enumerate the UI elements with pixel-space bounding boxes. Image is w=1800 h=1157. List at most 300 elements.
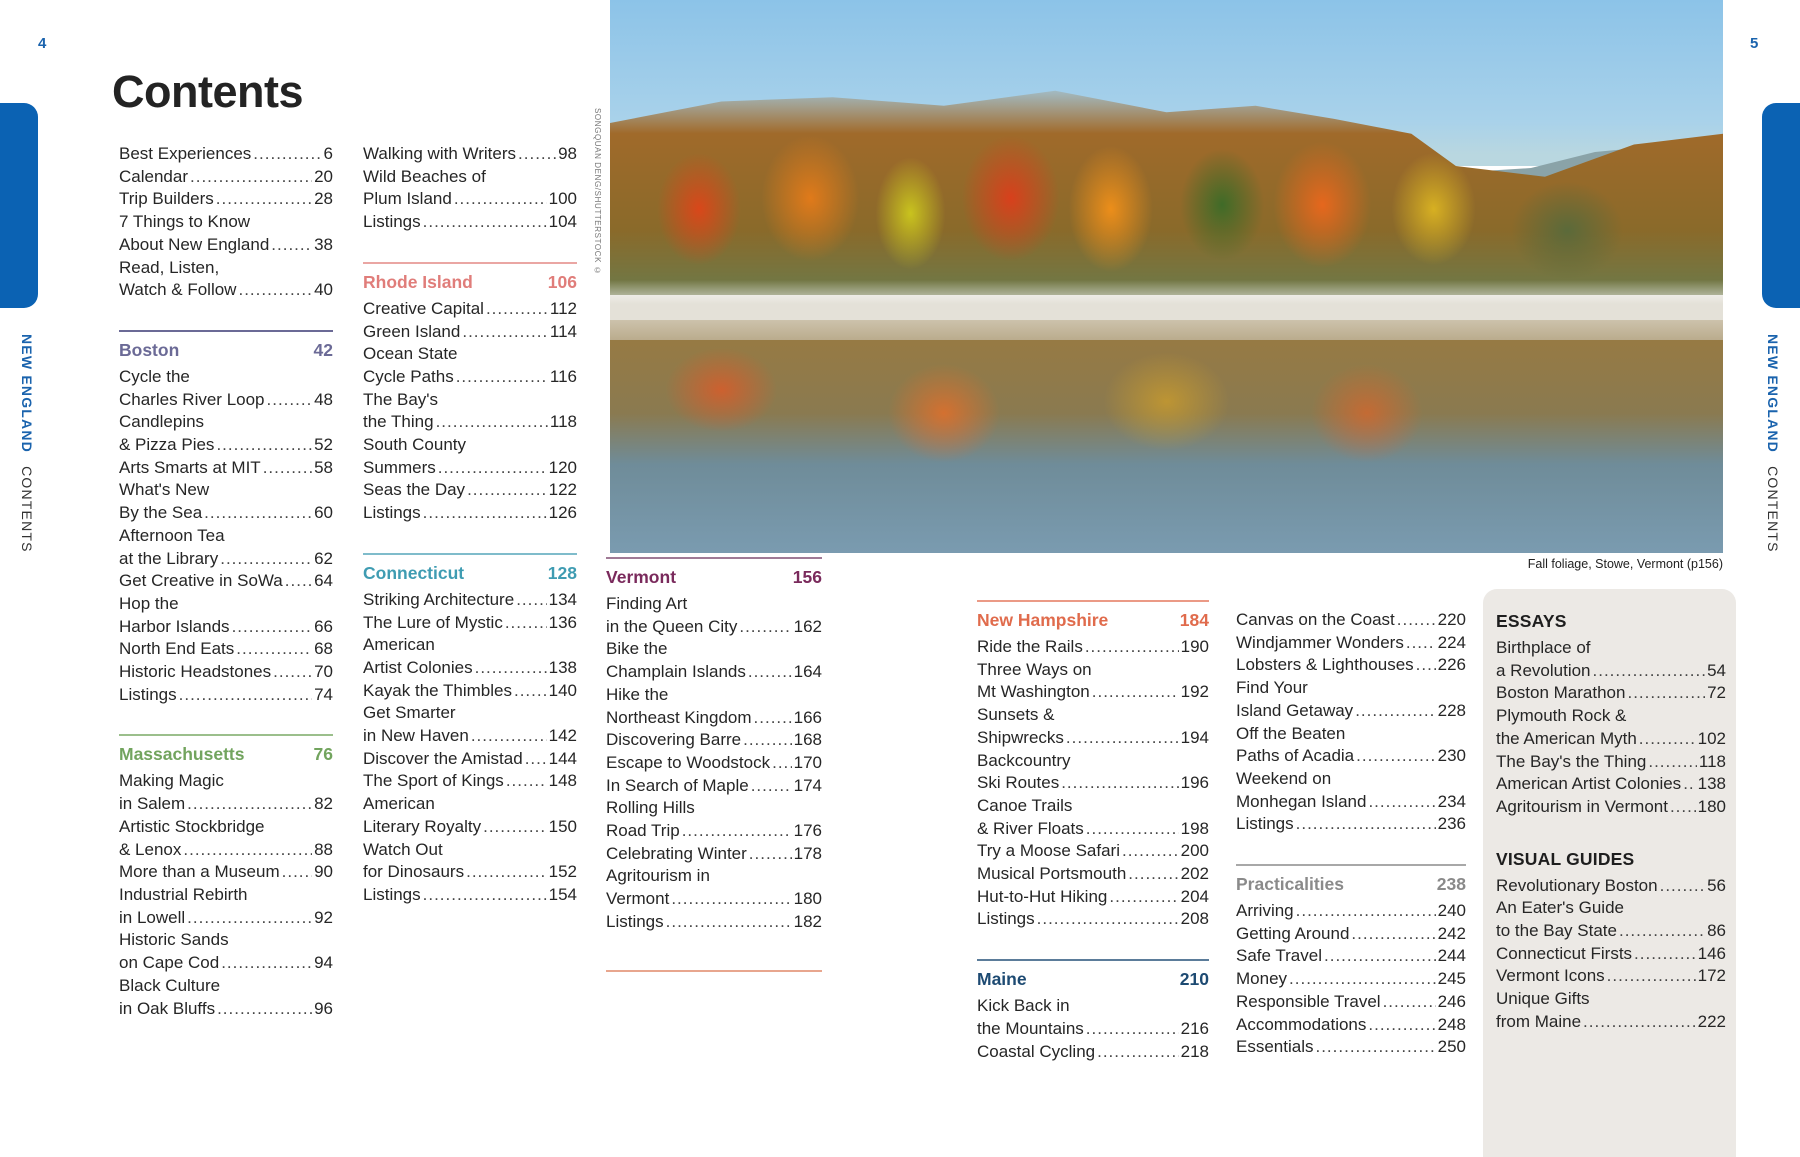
toc-entry-title: Find Your [1236,678,1308,698]
toc-entry[interactable] [1236,813,1466,836]
toc-entry-title: Green Island [363,321,461,341]
toc-entry-title: An Eater's Guide [1496,898,1624,918]
toc-entry[interactable] [1496,875,1726,898]
toc-entry-title: Arriving [1236,901,1294,921]
toc-entry-title: Coastal Cycling [977,1041,1096,1061]
toc-entry-title: Canvas on the Coast [1236,610,1395,629]
leader-dots [456,366,548,389]
section-heading-vermont[interactable] [606,565,822,589]
toc-entry[interactable] [363,657,577,680]
toc-entry[interactable] [119,861,333,884]
leader-dots [1406,632,1436,655]
toc-entry-page: 196 [1180,773,1209,793]
toc-entry[interactable] [606,820,822,843]
toc-entry[interactable] [606,888,822,911]
toc-entry-page: 144 [548,748,577,768]
toc-entry-title: Off the Beaten [1236,723,1346,743]
toc-entry-page: 202 [1180,864,1209,884]
section-practicalities [1236,864,1466,1059]
toc-entry[interactable] [119,234,333,257]
toc-entry [977,659,1209,682]
leader-dots [1315,1036,1435,1059]
toc-entry-page: 142 [548,726,577,746]
leader-dots [217,998,312,1021]
toc-entry-title: Money [1236,969,1288,989]
toc-entry[interactable] [119,502,333,525]
toc-entry [119,816,333,839]
section-page: 156 [792,567,822,587]
toc-entry[interactable] [977,908,1209,931]
toc-entry-page: 62 [314,548,333,568]
section-massachusetts [119,734,333,1020]
page-title: Contents [112,66,303,117]
toc-entry-title: Listings [363,884,421,904]
toc-entry-page: 6 [323,144,333,163]
section-page: 42 [313,339,333,360]
toc-entry-title: Island Getaway [1236,700,1354,720]
toc-entry-title: Creative Capital [363,298,484,318]
toc-entry-page: 112 [549,298,577,318]
section-heading-practicalities[interactable] [1236,872,1466,896]
toc-entry [977,795,1209,818]
toc-entry [363,166,577,189]
side-label-section: CONTENTS [1765,466,1781,553]
toc-entry [1496,897,1726,920]
photo-foliage [610,80,1723,295]
toc-entry-title: Calendar [119,166,188,186]
toc-entry-title: Birthplace of [1496,638,1591,657]
toc-entry[interactable] [977,886,1209,909]
leader-dots [1670,796,1696,819]
section-divider [977,600,1209,602]
toc-entry[interactable] [606,775,822,798]
toc-entry-title: Finding Art [606,594,688,613]
toc-entry-page: 66 [314,616,333,636]
leader-dots [475,657,547,680]
toc-entry-page: 166 [793,707,822,727]
toc-entry-title: Weekend on [1236,768,1332,788]
toc-entry[interactable] [119,548,333,571]
leader-dots [454,188,547,211]
maine-list [977,995,1209,1063]
toc-entry-title: Listings [119,684,177,704]
leader-dots [1324,945,1436,968]
toc-entry-title: Wild Beaches of [363,166,486,186]
toc-entry[interactable] [606,729,822,752]
toc-entry-page: 60 [314,503,333,523]
toc-entry[interactable] [119,389,333,412]
toc-entry[interactable] [606,707,822,730]
section-name: New Hampshire [977,610,1109,630]
toc-column-2 [363,143,577,907]
toc-entry-title: American [363,635,435,655]
leader-dots [1648,751,1697,774]
toc-entry [119,525,333,548]
toc-entry-title: Harbor Islands [119,616,230,636]
section-name: Connecticut [363,562,465,583]
new-hampshire-list [977,636,1209,931]
toc-entry[interactable] [977,636,1209,659]
toc-entry-title: Mt Washington [977,682,1090,702]
leader-dots [423,211,547,234]
toc-entry [1496,637,1726,660]
toc-entry-title: Northeast Kingdom [606,707,752,727]
leader-dots [1037,908,1179,931]
toc-entry [119,411,333,434]
toc-entry[interactable] [1496,751,1726,774]
toc-entry [977,995,1209,1018]
massachusetts-list-continued [363,143,577,234]
toc-entry[interactable] [1496,920,1726,943]
section-page: 238 [1436,874,1466,895]
toc-entry-title: Kick Back in [977,996,1070,1016]
toc-entry-title: Striking Architecture [363,589,515,609]
toc-entry[interactable] [1236,1036,1466,1059]
toc-entry-title: South County [363,435,467,455]
leader-dots [1683,773,1695,796]
toc-entry[interactable] [119,638,333,661]
leader-dots [220,548,312,571]
leader-dots [1583,1011,1696,1034]
leader-dots [271,234,312,257]
toc-entry-title: Historic Sands [119,930,229,950]
toc-entry-page: 150 [548,816,577,836]
toc-entry[interactable] [119,684,333,707]
leader-dots [1368,1014,1435,1037]
section-heading-maine[interactable] [977,967,1209,991]
toc-entry[interactable] [119,793,333,816]
toc-entry-page: 90 [314,862,333,882]
toc-entry-title: Agritourism in Vermont [1496,796,1668,816]
toc-entry [1496,705,1726,728]
toc-entry[interactable] [606,911,822,934]
toc-entry [606,797,822,820]
toc-entry-page: 54 [1707,660,1726,680]
leader-dots [471,725,547,748]
toc-entry-page: 138 [1697,774,1726,794]
toc-entry-title: Cycle Paths [363,366,454,386]
toc-entry-page: 122 [548,480,577,500]
toc-entry[interactable] [977,681,1209,704]
leader-dots [505,612,547,635]
toc-entry-title: Walking with Writers [363,144,517,163]
toc-entry-title: Windjammer Wonders [1236,632,1404,652]
leader-dots [1296,900,1436,923]
toc-entry [606,638,822,661]
toc-entry [119,975,333,998]
toc-entry [119,366,333,389]
toc-entry[interactable] [1236,791,1466,814]
toc-entry-page: 56 [1707,875,1726,895]
section-heading-massachusetts[interactable] [119,742,333,766]
leader-dots [438,457,547,480]
toc-entry-title: Road Trip [606,821,680,841]
toc-entry-title: Getting Around [1236,923,1350,943]
toc-entry-title: Get Creative in SoWa [119,571,283,591]
toc-entry[interactable] [363,457,577,480]
toc-entry-title: Paths of Acadia [1236,746,1355,766]
toc-entry-page: 154 [548,884,577,904]
leader-dots [187,793,312,816]
toc-entry[interactable] [1236,700,1466,723]
toc-entry [1236,723,1466,746]
hero-photo [610,0,1723,553]
connecticut-list [363,589,577,907]
toc-entry[interactable] [1496,943,1726,966]
toc-entry[interactable] [606,843,822,866]
toc-entry-title: Lobsters & Lighthouses [1236,655,1414,675]
section-rhode-island [363,262,577,525]
toc-entry[interactable] [119,661,333,684]
toc-entry[interactable] [977,1018,1209,1041]
toc-entry[interactable] [119,434,333,457]
maine-list-continued [1236,609,1466,836]
toc-entry[interactable] [606,616,822,639]
toc-entry[interactable] [363,861,577,884]
leader-dots [436,411,548,434]
essays-list [1496,637,1726,819]
section-name: Vermont [606,567,677,587]
page-number-left: 4 [38,35,47,52]
toc-entry[interactable] [363,725,577,748]
toc-entry[interactable] [977,727,1209,750]
toc-entry[interactable] [119,279,333,302]
toc-column-6 [1496,609,1726,1034]
toc-entry-page: 224 [1437,632,1466,652]
toc-entry-page: 182 [793,911,822,931]
toc-entry-title: Hop the [119,593,179,613]
toc-entry[interactable] [363,321,577,344]
leader-dots [1351,923,1435,946]
toc-entry[interactable] [363,143,577,166]
toc-entry[interactable] [977,863,1209,886]
leader-dots [743,729,792,752]
toc-entry-title: American [363,794,435,814]
toc-entry[interactable] [1236,968,1466,991]
toc-entry-title: Listings [1236,814,1294,834]
toc-entry-title: Agritourism in [606,866,710,886]
section-heading-boston[interactable] [119,338,333,362]
toc-entry[interactable] [1496,682,1726,705]
toc-entry[interactable] [977,840,1209,863]
leader-dots [1122,840,1179,863]
toc-entry-page: 236 [1437,814,1466,834]
toc-entry [1236,768,1466,791]
toc-entry-title: Afternoon Tea [119,525,225,545]
toc-entry[interactable] [1236,632,1466,655]
toc-entry-title: the Thing [363,412,434,432]
toc-entry[interactable] [977,1041,1209,1064]
toc-entry[interactable] [363,411,577,434]
toc-entry[interactable] [363,612,577,635]
toc-entry[interactable] [1236,745,1466,768]
toc-entry-page: 74 [314,684,333,704]
toc-entry[interactable] [363,479,577,502]
leader-dots [1634,943,1696,966]
toc-entry[interactable] [363,298,577,321]
section-page: 128 [547,562,577,583]
section-new-hampshire [977,600,1209,931]
toc-entry[interactable] [977,772,1209,795]
toc-entry-title: Sunsets & [977,705,1055,725]
toc-entry-title: By the Sea [119,503,203,523]
toc-entry[interactable] [606,752,822,775]
toc-entry[interactable] [363,770,577,793]
toc-entry[interactable] [606,661,822,684]
leader-dots [514,680,547,703]
toc-entry-title: Trip Builders [119,189,214,209]
toc-entry-title: Responsible Travel [1236,991,1381,1011]
toc-entry[interactable] [1496,660,1726,683]
chapter-tab-left [0,103,38,308]
toc-entry[interactable] [1236,1014,1466,1037]
section-heading-rhode-island[interactable] [363,270,577,294]
toc-entry-page: 116 [549,366,577,386]
toc-entry-title: in Salem [119,794,186,814]
toc-entry-page: 114 [549,321,577,341]
toc-entry [363,702,577,725]
toc-entry-title: In Search of Maple [606,775,749,795]
toc-entry-title: Backcountry [977,750,1071,770]
leader-dots [1607,965,1696,988]
toc-entry[interactable] [119,616,333,639]
leader-dots [1397,609,1436,632]
toc-entry-page: 230 [1437,746,1466,766]
toc-entry[interactable] [1496,728,1726,751]
toc-entry-title: Canoe Trails [977,795,1073,815]
toc-entry[interactable] [119,166,333,189]
toc-entry[interactable] [363,502,577,525]
leader-dots [1092,681,1179,704]
toc-entry-page: 242 [1437,923,1466,943]
toc-entry[interactable] [363,884,577,907]
toc-entry-title: Charles River Loop [119,389,265,409]
toc-entry-page: 58 [314,457,333,477]
toc-entry [606,593,822,616]
toc-entry[interactable] [1496,796,1726,819]
toc-entry-title: Celebrating Winter [606,843,747,863]
leader-dots [1097,1041,1179,1064]
toc-entry-page: 70 [314,662,333,682]
visual-guides-heading: VISUAL GUIDES [1496,848,1635,869]
section-divider-bottom [606,970,822,972]
toc-entry-page: 172 [1697,966,1726,986]
toc-entry-page: 86 [1707,921,1726,941]
section-connecticut [363,553,577,907]
toc-entry-page: 218 [1180,1041,1209,1061]
leader-dots [1086,818,1179,841]
toc-entry [119,770,333,793]
toc-entry-title: in New Haven [363,726,469,746]
toc-entry-page: 164 [793,662,822,682]
toc-entry-title: Revolutionary Boston [1496,875,1658,895]
toc-entry[interactable] [1236,945,1466,968]
toc-entry[interactable] [1236,654,1466,677]
leader-dots [263,457,312,480]
toc-entry[interactable] [1236,991,1466,1014]
toc-entry[interactable] [119,839,333,862]
toc-entry [363,434,577,457]
toc-entry[interactable] [363,211,577,234]
leader-dots [754,707,792,730]
leader-dots [506,770,547,793]
leader-dots [466,861,547,884]
toc-entry [363,634,577,657]
toc-entry[interactable] [977,818,1209,841]
toc-entry[interactable] [119,998,333,1021]
toc-entry-page: 102 [1697,728,1726,748]
leader-dots [1128,863,1178,886]
toc-entry[interactable] [363,366,577,389]
leader-dots [204,502,312,525]
toc-entry[interactable] [363,188,577,211]
toc-entry[interactable] [1496,1011,1726,1034]
toc-entry[interactable] [1236,900,1466,923]
toc-entry-title: Shipwrecks [977,727,1064,747]
toc-entry-title: Kayak the Thimbles [363,680,512,700]
toc-entry-page: 138 [548,657,577,677]
toc-column-1 [119,143,333,1020]
toc-entry-page: 148 [548,771,577,791]
toc-entry-page: 244 [1437,946,1466,966]
toc-entry-page: 48 [314,389,333,409]
toc-entry [119,257,333,280]
toc-entry-title: Arts Smarts at MIT [119,457,261,477]
toc-entry-page: 178 [793,843,822,863]
leader-dots [1296,813,1436,836]
toc-entry[interactable] [363,816,577,839]
toc-entry[interactable] [1236,923,1466,946]
toc-entry-title: Three Ways on [977,659,1092,679]
toc-entry[interactable] [1496,773,1726,796]
leader-dots [751,775,792,798]
toc-entry[interactable] [1496,965,1726,988]
leader-dots [1619,920,1705,943]
section-heading-new-hampshire[interactable] [977,608,1209,632]
toc-entry[interactable] [119,907,333,930]
toc-entry[interactable] [363,748,577,771]
toc-entry [119,479,333,502]
toc-entry[interactable] [119,188,333,211]
leader-dots [749,843,792,866]
toc-entry [1496,988,1726,1011]
toc-entry[interactable] [119,457,333,480]
toc-entry-title: Industrial Rebirth [119,884,248,904]
toc-entry[interactable] [119,952,333,975]
section-divider [119,330,333,332]
toc-entry[interactable] [363,589,577,612]
leader-dots [1368,791,1435,814]
section-divider [119,734,333,736]
leader-dots [1383,991,1436,1014]
toc-entry [606,865,822,888]
toc-entry[interactable] [119,143,333,166]
toc-entry-title: Accommodations [1236,1014,1367,1034]
toc-entry-title: Escape to Woodstock [606,752,771,772]
toc-entry-title: Rolling Hills [606,798,695,818]
toc-entry-page: 208 [1180,909,1209,929]
toc-entry[interactable] [1236,609,1466,632]
toc-entry-title: & River Floats [977,818,1084,838]
toc-entry[interactable] [363,680,577,703]
section-heading-connecticut[interactable] [363,561,577,585]
photo-caption: Fall foliage, Stowe, Vermont (p156) [1527,557,1723,571]
toc-entry[interactable] [119,570,333,593]
toc-entry [363,793,577,816]
toc-entry-page: 245 [1437,969,1466,989]
toc-entry-page: 246 [1437,991,1466,1011]
toc-entry [119,929,333,952]
